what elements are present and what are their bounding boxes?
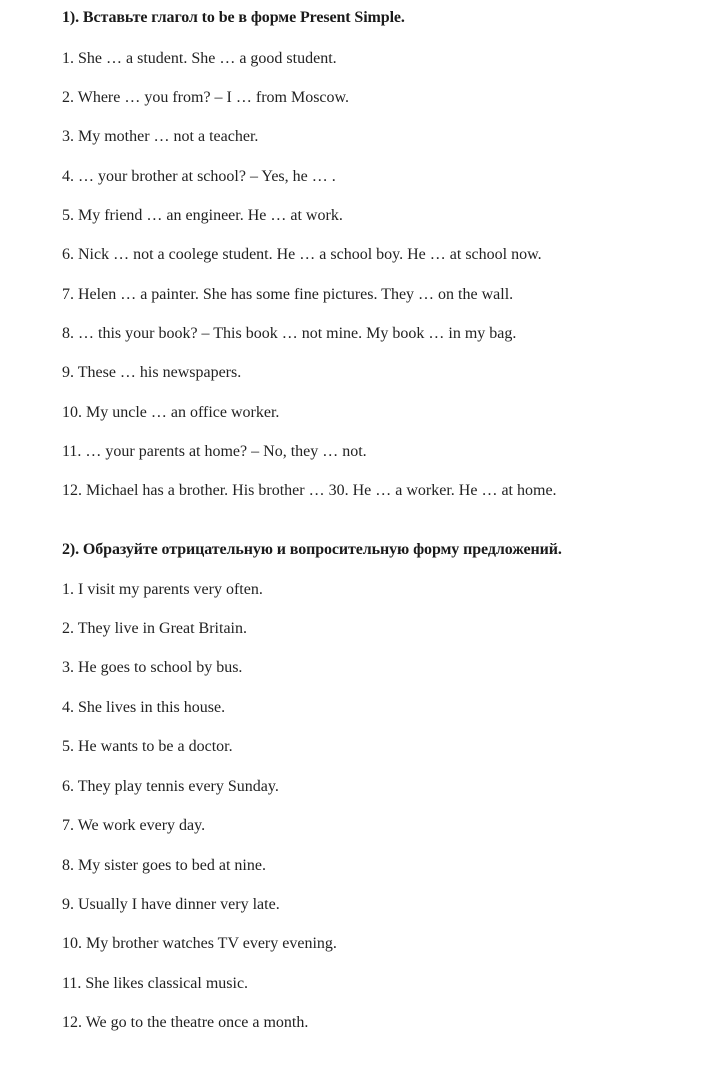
section-2-item-5: 5. He wants to be a doctor. — [62, 738, 233, 755]
section-2-title: 2). Образуйте отрицательную и вопросительную форму предложений. — [62, 541, 562, 558]
section-1-item-10: 10. My uncle … an office worker. — [62, 404, 280, 421]
section-1-item-6: 6. Nick … not a coolege student. He … a school boy. He … at school now. — [62, 246, 542, 263]
section-1-item-2: 2. Where … you from? – I … from Moscow. — [62, 89, 350, 106]
section-2-item-6: 6. They play tennis every Sunday. — [62, 778, 279, 795]
section-1-item-11: 11. … your parents at home? – No, they … not. — [62, 443, 367, 460]
section-2-item-10: 10. My brother watches TV every evening. — [62, 935, 337, 952]
section-2-item-4: 4. She lives in this house. — [62, 699, 226, 716]
section-2-item-12: 12. We go to the theatre once a month. — [62, 1014, 309, 1031]
section-1-item-1: 1. She … a student. She … a good student. — [62, 50, 337, 67]
section-1-item-12: 12. Michael has a brother. His brother … 30. He … a worker. He … at home. — [62, 482, 557, 499]
section-2-item-7: 7. We work every day. — [62, 817, 206, 834]
section-1-item-7: 7. Helen … a painter. She has some fine pictures. They … on the wall. — [62, 286, 514, 303]
section-2-item-1: 1. I visit my parents very often. — [62, 581, 263, 598]
section-1-item-8: 8. … this your book? – This book … not mine. My book … in my bag. — [62, 325, 517, 342]
section-2-item-9: 9. Usually I have dinner very late. — [62, 896, 280, 913]
section-1-item-4: 4. … your brother at school? – Yes, he … . — [62, 168, 336, 185]
section-1-item-9: 9. These … his newspapers. — [62, 364, 242, 381]
section-1-item-5: 5. My friend … an engineer. He … at work. — [62, 207, 343, 224]
section-2-item-8: 8. My sister goes to bed at nine. — [62, 857, 266, 874]
section-2-item-3: 3. He goes to school by bus. — [62, 659, 243, 676]
section-1-title: 1). Вставьте глагол to be в форме Present Simple. — [62, 9, 405, 26]
section-2-item-2: 2. They live in Great Britain. — [62, 620, 247, 637]
section-2-item-11: 11. She likes classical music. — [62, 975, 249, 992]
section-1-item-3: 3. My mother … not a teacher. — [62, 128, 259, 145]
